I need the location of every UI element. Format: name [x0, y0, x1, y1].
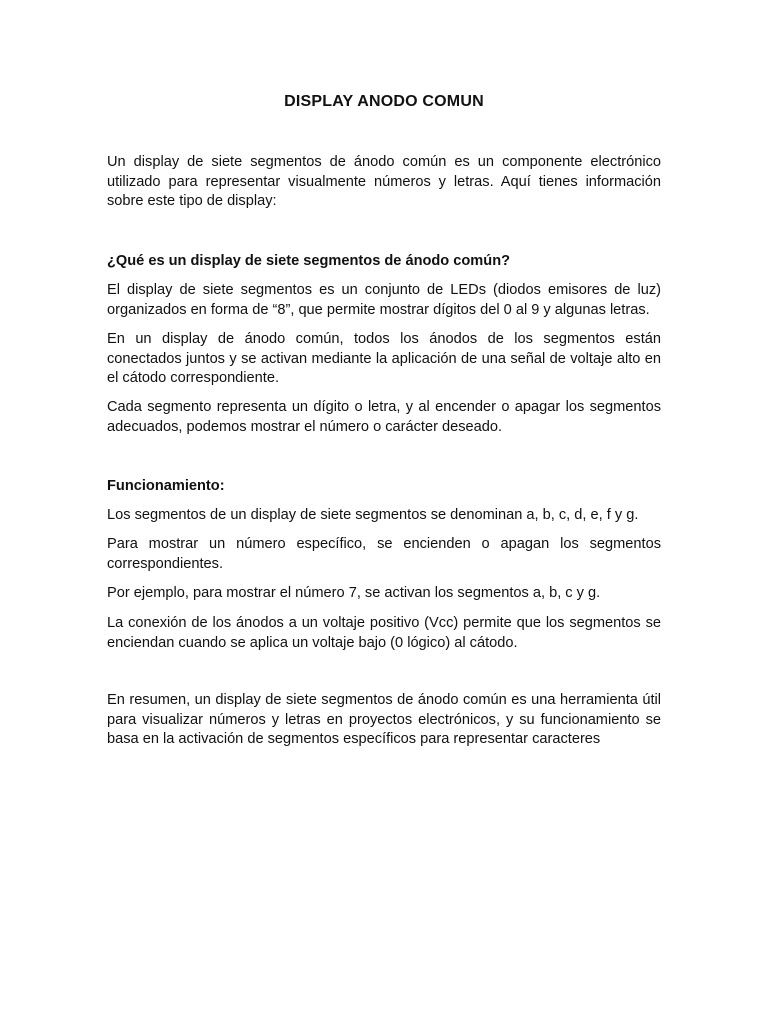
- section1-paragraph: En un display de ánodo común, todos los ánodos de los segmentos están conectados juntos y se activan mediante la aplicación de una señal de voltaje alto en el cátodo correspondiente.: [107, 331, 661, 387]
- section2-paragraph: La conexión de los ánodos a un voltaje positivo (Vcc) permite que los segmentos se enciendan cuando se aplica un voltaje bajo (0 lógico) al cátodo.: [107, 615, 661, 651]
- section2-paragraph: Por ejemplo, para mostrar el número 7, se activan los segmentos a, b, c y g.: [107, 585, 601, 601]
- section2-paragraph: Los segmentos de un display de siete segmentos se denominan a, b, c, d, e, f y g.: [107, 507, 639, 523]
- intro-paragraph: Un display de siete segmentos de ánodo común es un componente electrónico utilizado para representar visualmente números y letras. Aquí tienes información sobre este tipo de display:: [107, 154, 661, 210]
- section1-paragraph: Cada segmento representa un dígito o letra, y al encender o apagar los segmentos adecuados, podemos mostrar el número o carácter deseado.: [107, 399, 661, 435]
- section1-paragraph: El display de siete segmentos es un conjunto de LEDs (diodos emisores de luz) organizados en forma de “8”, que permite mostrar dígitos del 0 al 9 y algunas letras.: [107, 282, 661, 318]
- section-heading-what-is: ¿Qué es un display de siete segmentos de ánodo común?: [107, 253, 511, 269]
- section-heading-funcionamiento: Funcionamiento:: [107, 478, 225, 494]
- document-title: DISPLAY ANODO COMUN: [284, 93, 484, 110]
- summary-paragraph: En resumen, un display de siete segmentos de ánodo común es una herramienta útil para visualizar números y letras en proyectos electrónicos, y su funcionamiento se basa en la activación de segmentos específicos para representar caracteres: [107, 692, 661, 748]
- section2-paragraph: Para mostrar un número específico, se encienden o apagan los segmentos correspondientes.: [107, 536, 661, 572]
